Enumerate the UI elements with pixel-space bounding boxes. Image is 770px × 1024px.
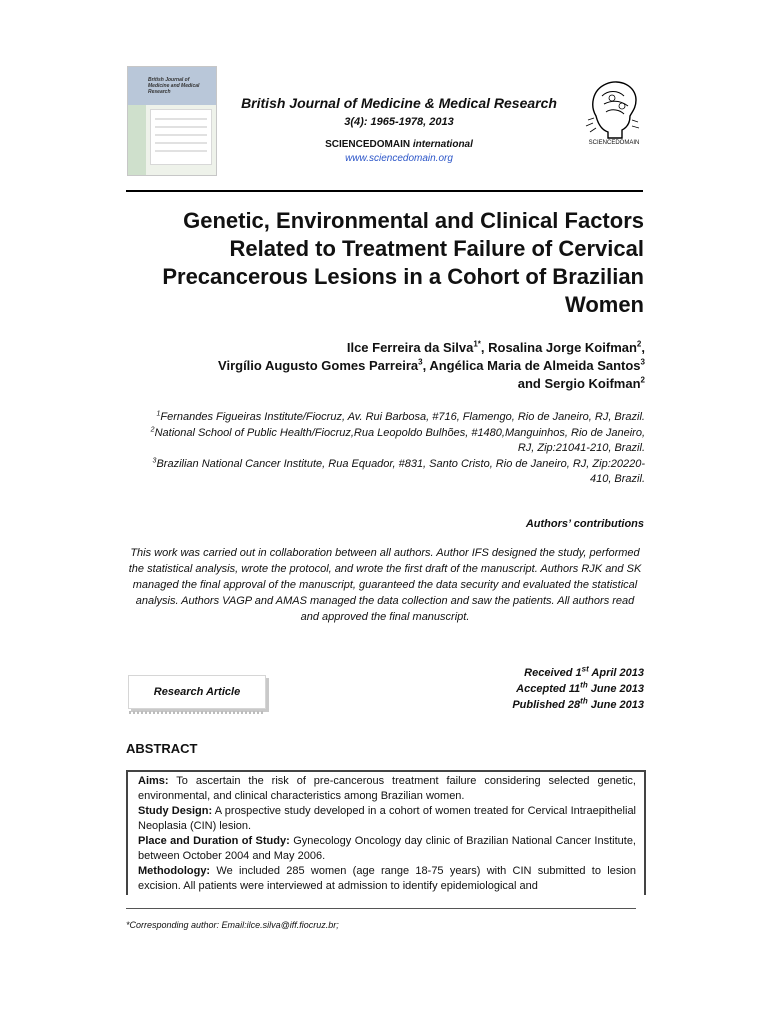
- footnote-rule: [126, 908, 636, 909]
- author-name: Rosalina Jorge Koifman: [488, 340, 637, 355]
- affiliation-item: $^1$Fernandes Figueiras Institute/Fiocruz, Av. Rui Barbosa, #716, Flamengo, Rio de Janeiro, RJ, Brazil.: [156, 410, 645, 423]
- sciencedomain-logo-icon: [582, 76, 644, 150]
- author-name: Angélica Maria de Almeida Santos: [429, 358, 641, 373]
- abstract-study-design: Study Design: A prospective study developed in a cohort of women treated for Cervical Intraepithelial Neoplasia (CIN) lesion.: [138, 805, 637, 832]
- publisher-name: SCIENCEDOMAIN: [325, 139, 411, 150]
- contributions-heading: Authors’ contributions: [525, 518, 644, 530]
- author-sup: 2: [640, 375, 645, 385]
- author-name: Virgílio Augusto Gomes Parreira: [218, 358, 419, 373]
- title-line: Genetic, Environmental and Clinical Factors: [183, 208, 644, 233]
- accepted-date: Accepted 11th June 2013: [516, 680, 644, 695]
- journal-url[interactable]: www.sciencedomain.org: [345, 153, 453, 164]
- affiliations: [140, 410, 645, 488]
- author-name: and Sergio Koifman: [517, 376, 641, 391]
- corresponding-author-footnote: *Corresponding author: Email:ilce.silva@iff.fiocruz.br;: [126, 920, 339, 930]
- journal-volume: 3(4): 1965-1978, 2013: [344, 116, 454, 128]
- affiliation-item: $^3$Brazilian National Cancer Institute, Rua Equador, #831, Santo Cristo, Rio de Janeiro, RJ, Zip:20220-410, Brazil.: [152, 457, 645, 485]
- author-name: Ilce Ferreira da Silva: [346, 340, 474, 355]
- article-type-label: Research Article: [153, 686, 241, 698]
- abstract-aims: Aims: To ascertain the risk of pre-cancerous treatment failure considering selected genetic, environmental, and clinical characteristics among Brazilian women.: [138, 775, 636, 802]
- received-date: Received 1st April 2013: [524, 664, 644, 679]
- title-line: Related to Treatment Failure of Cervical: [229, 236, 644, 261]
- affiliation-item: $^2$National School of Public Health/Fiocruz,Rua Leopoldo Bulhões, #1480,Manguinhos, Rio de Janeiro, RJ, Zip:21041-210, Brazil.: [150, 426, 645, 454]
- author-sup: 2: [636, 339, 642, 349]
- abstract-box: [126, 770, 646, 895]
- abstract-heading: ABSTRACT: [126, 741, 198, 756]
- journal-header: [230, 94, 568, 165]
- author-sup: 1*: [473, 339, 481, 349]
- author-sup: 3: [640, 357, 645, 367]
- author-sup: 3: [418, 357, 423, 367]
- title-line: Precancerous Lesions in a Cohort of Brazilian: [162, 264, 644, 289]
- article-title: [130, 207, 644, 319]
- contributions-text: This work was carried out in collaboration between all authors. Author IFS designed the study, performed the statistical analysis, wrote the protocol, and wrote the first draft of the manuscript. Authors RJK and SK managed the final approval of the manuscript, guaranteed the data security and evaluated the statistical analysis. Authors VAGP and AMAS managed the data collection and saw the patients. All authors read and approved the final manuscript.: [128, 547, 642, 623]
- published-date: Published 28th June 2013: [512, 696, 644, 711]
- title-line: Women: [564, 292, 644, 317]
- article-dates: [440, 665, 644, 713]
- abstract-place-duration: Place and Duration of Study: Gynecology Oncology day clinic of Brazilian National Cancer Institute, between October 2004 and May 2006.: [138, 835, 636, 862]
- cover-title: British Journal of Medicine and Medical Research: [148, 77, 200, 95]
- article-type-badge: [128, 675, 266, 709]
- journal-title: British Journal of Medicine & Medical Research: [241, 95, 557, 111]
- journal-cover-thumbnail: [127, 66, 217, 176]
- header-rule: [126, 190, 643, 192]
- author-list: Ilce Ferreira da Silva$^{1*}$, Rosalina Jorge Koifman$^2$, Virgílio Augusto Gomes Parreira$^3$, Angélica Maria de Almeida Santos$^3$ and Sergio Koifman$^2$: [218, 339, 645, 391]
- publisher-suffix: international: [412, 139, 473, 150]
- publisher-line: [230, 138, 568, 152]
- logo-text: SCIENCEDOMAIN: [588, 140, 640, 146]
- abstract-methodology: Methodology: We included 285 women (age range 18-75 years) with CIN submitted to lesion excision. All patients were interviewed at admission to identify epidemiological and: [138, 865, 636, 892]
